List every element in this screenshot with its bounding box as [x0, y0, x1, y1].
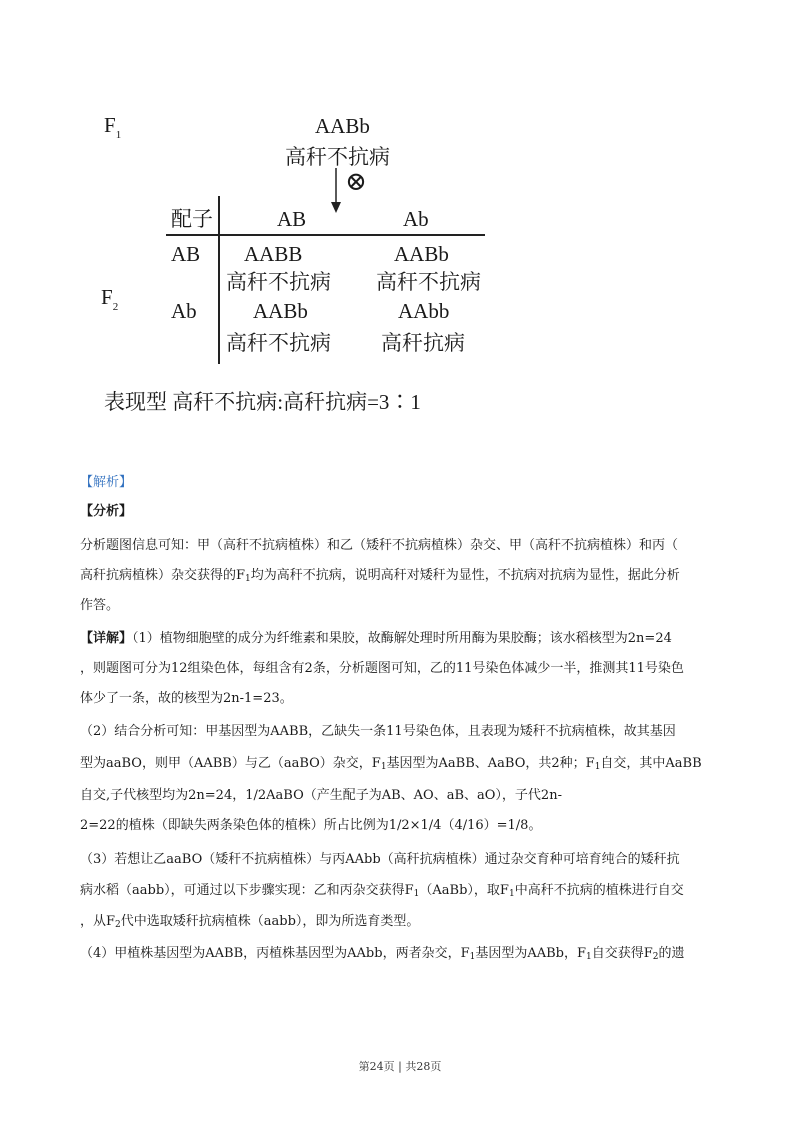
cell-phenotype: 高秆不抗病 [226, 331, 331, 355]
detail-label: 【详解】 [80, 631, 133, 646]
detail-line: ，从$F_2$代中选取矮秆抗病植株（aabb），即为所选育类型。 [80, 914, 420, 930]
cell-genotype: AABb [253, 299, 308, 323]
cell-phenotype: 高秆不抗病 [376, 270, 481, 294]
cell-phenotype: 高秆不抗病 [226, 270, 331, 294]
cell-genotype: AABB [244, 242, 303, 266]
detail-line: 2=22的植株（即缺失两条染色体的植株）所占比例为1/2×1/4（4/16）=1/8。 [80, 818, 542, 833]
cell-genotype: AABb [394, 242, 449, 266]
analysis-label: 【分析】 [80, 504, 133, 519]
analysis-line: 作答。 [80, 598, 120, 613]
table-horizontal-rule [166, 234, 485, 236]
row-header-AB: AB [171, 242, 201, 266]
analysis-line: 分析题图信息可知：甲（高秆不抗病植株）和乙（矮秆不抗病植株）杂交、甲（高秆不抗病植株）和丙（ [80, 538, 679, 553]
self-cross-icon: ⊗ [345, 167, 367, 196]
detail-line: （2）结合分析可知：甲基因型为AABB，乙缺失一条11号染色体，且表现为矮秆不抗病植株，故其基因 [80, 724, 676, 739]
detail-line: ，则题图可分为12组染色体，每组含有2条，分析题图可知，乙的11号染色体减少一半，推测其11号染色 [80, 661, 684, 676]
cell-genotype: AAbb [398, 299, 450, 323]
analysis-line: 高秆抗病植株）杂交获得的$F_1$均为高秆不抗病，说明高秆对矮秆为显性，不抗病对抗病为显性，据此分析 [80, 568, 680, 584]
f1-label: $F_1$ [104, 113, 122, 141]
col-header-Ab: Ab [403, 207, 429, 231]
cross-arrow-icon [328, 168, 344, 214]
detail-line: 体少了一条，故的核型为2n-1=23。 [80, 691, 293, 706]
detail-line: （4）甲植株基因型为AABB，丙植株基因型为AAbb，两者杂交，$F_1$基因型为AABb，$F_1$自交获得$F_2$的遗 [80, 946, 685, 962]
detail-line: 【详解】（1）植物细胞壁的成分为纤维素和果胶，故酶解处理时所用酶为果胶酶；该水稻核型为2n=24 [80, 631, 672, 646]
gamete-header: 配子 [171, 207, 213, 231]
detail-line: 自交,子代核型均为2n=24，1/2AaBO（产生配子为AB、AO、aB、aO），子代2n- [80, 788, 562, 803]
f1-genotype: AABb [315, 114, 370, 138]
detail-line: （3）若想让乙aaBO（矮秆不抗病植株）与丙AAbb（高秆抗病植株）通过杂交育种可培育纯合的矮秆抗 [80, 852, 680, 867]
col-header-AB: AB [277, 207, 307, 231]
detail-line: 病水稻（aabb），可通过以下步骤实现：乙和丙杂交获得$F_1(AaBb)$，取$F_1$中高秆不抗病的植株进行自交 [80, 883, 684, 899]
table-vertical-rule [218, 196, 220, 364]
row-header-Ab: Ab [171, 299, 197, 323]
page-footer: 第24页 | 共28页 [358, 1060, 442, 1073]
f2-label: $F_2$ [101, 285, 119, 313]
cell-phenotype: 高秆抗病 [381, 331, 465, 355]
f1-phenotype: 高秆不抗病 [285, 145, 390, 169]
section-label: 【解析】 [80, 475, 133, 490]
detail-line: 型为aaBO，则甲（AABB）与乙（aaBO）杂交，$F_1$基因型为AaBB、AaBO，共2种；$F_1$自交，其中AaBB [80, 756, 702, 772]
phenotype-ratio: 表现型 高秆不抗病:高秆抗病=3∶1 [104, 390, 421, 414]
